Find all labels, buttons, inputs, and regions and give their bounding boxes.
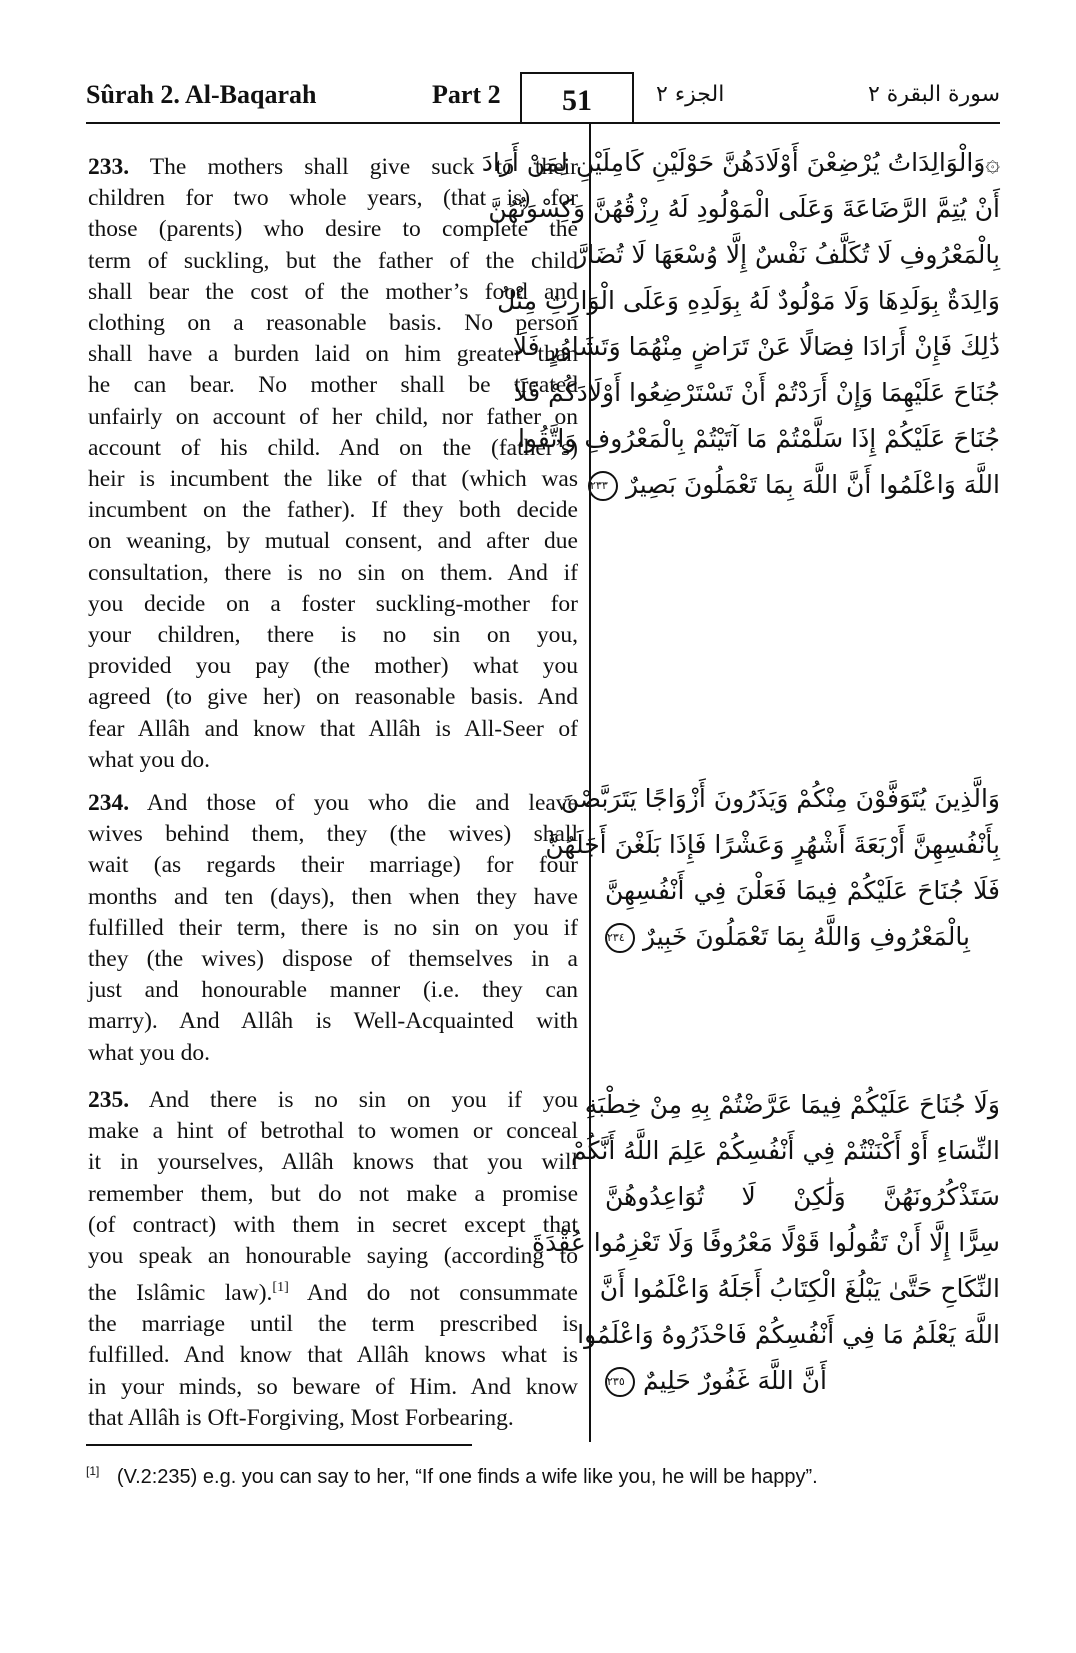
verse-line: fulfilled. And know that Allâh knows what is bbox=[88, 1342, 578, 1369]
ayah-number-marker: ٢٣٤ bbox=[605, 923, 635, 953]
verse-line: it in yourselves, Allâh knows that you will bbox=[88, 1149, 578, 1176]
arabic-line: أَنْ يُتِمَّ الرَّضَاعَةَ وَعَلَى الْمَوْلُودِ لَهُ رِزْقُهُنَّ وَكِسْوَتُهُنَّ bbox=[488, 194, 1000, 223]
verse-line: clothing on a reasonable basis. No person bbox=[88, 310, 578, 337]
verse-line: incumbent on the father). If they both decide bbox=[88, 497, 578, 524]
verse-line: children for two whole years, (that is) for bbox=[88, 185, 578, 212]
footnote-text: (V.2:235) e.g. you can say to her, “If one finds a wife like you, he will be happy”. bbox=[116, 1465, 818, 1488]
verse-line: unfairly on account of her child, nor father on bbox=[88, 403, 578, 430]
header-rule bbox=[86, 122, 1000, 124]
verse-233-arabic bbox=[481, 140, 1000, 508]
juz-label-arabic: الجزء ٢ bbox=[656, 82, 725, 107]
verse-line: months and ten (days), then when they have bbox=[88, 883, 578, 910]
page-number: 51 bbox=[520, 72, 634, 122]
arabic-line: بِأَنْفُسِهِنَّ أَرْبَعَةَ أَشْهُرٍ وَعَشْرًا فَإِذَا بَلَغْنَ أَجَلَهُنَّ bbox=[545, 830, 1000, 859]
verse-number: 235. bbox=[88, 1087, 130, 1113]
verse-line: wait (as regards their marriage) for four bbox=[88, 852, 578, 879]
verse-line: shall have a burden laid on him greater than bbox=[88, 341, 578, 368]
arabic-line: ۞وَالْوَالِدَاتُ يُرْضِعْنَ أَوْلَادَهُنَّ حَوْلَيْنِ كَامِلَيْنِ لِمَنْ أَرَادَ bbox=[481, 148, 1000, 177]
verse-line: agreed (to give her) on reasonable basis. And bbox=[88, 684, 578, 711]
verse-line: in your minds, so beware of Him. And know bbox=[88, 1373, 578, 1400]
verse-line: what you do. bbox=[88, 1039, 211, 1066]
arabic-line: ذَٰلِكَ فَإِنْ أَرَادَا فِصَالًا عَنْ تَرَاضٍ مِنْهُمَا وَتَشَاوُرٍ فَلَا bbox=[512, 332, 1000, 361]
arabic-line: وَالَّذِينَ يُتَوَفَّوْنَ مِنْكُمْ وَيَذَرُونَ أَزْوَاجًا يَتَرَبَّصْنَ bbox=[560, 784, 1000, 813]
verse-line: fulfilled their term, there is no sin on you if bbox=[88, 914, 578, 941]
footnote-rule bbox=[86, 1444, 472, 1446]
arabic-line: النِّكَاحِ حَتَّىٰ يَبْلُغَ الْكِتَابُ أَجَلَهُ وَاعْلَمُوا أَنَّ bbox=[599, 1274, 1000, 1303]
part-label: Part 2 bbox=[432, 80, 501, 109]
arabic-line: بِالْمَعْرُوفِ وَاللَّهُ بِمَا تَعْمَلُونَ خَبِيرٌ ٢٣٤ bbox=[607, 922, 970, 951]
verse-number: 233. bbox=[88, 154, 130, 180]
verse-line: marry). And Allâh is Well-Acquainted with bbox=[88, 1008, 578, 1035]
verse-line: they (the wives) dispose of themselves in a bbox=[88, 946, 578, 973]
verse-line: the marriage until the term prescribed is bbox=[88, 1311, 578, 1338]
verse-line: just and honourable manner (i.e. they can bbox=[88, 977, 578, 1004]
verse-235-arabic bbox=[532, 1082, 1000, 1404]
footnote-marker: [1] bbox=[86, 1464, 100, 1478]
verse-234-arabic bbox=[545, 776, 1000, 960]
arabic-line: جُنَاحَ عَلَيْهِمَا وَإِنْ أَرَدْتُمْ أَنْ تَسْتَرْضِعُوا أَوْلَادَكُمْ فَلَا bbox=[513, 378, 1000, 407]
surah-title-arabic: سورة البقرة ٢ bbox=[867, 82, 1000, 107]
verse-line: those (parents) who desire to complete the bbox=[88, 216, 578, 243]
verse-235-translation bbox=[88, 1085, 578, 1434]
arabic-line: بِالْمَعْرُوفِ لَا تُكَلَّفُ نَفْسٌ إِلَّا وُسْعَهَا لَا تُضَارَّ bbox=[575, 240, 1000, 269]
footnote bbox=[86, 1464, 818, 1489]
verse-line: what you do. bbox=[88, 746, 211, 773]
verse-line: 235. And there is no sin on you if you bbox=[88, 1087, 578, 1113]
verse-line: wives behind them, they (the wives) shall bbox=[88, 821, 578, 848]
verse-line: you decide on a foster suckling-mother for bbox=[88, 590, 578, 617]
verse-line: remember them, but do not make a promise bbox=[88, 1180, 578, 1207]
arabic-line: وَالِدَةٌ بِوَلَدِهَا وَلَا مَوْلُودٌ لَهُ بِوَلَدِهِ وَعَلَى الْوَارِثِ مِثْلُ bbox=[497, 286, 1000, 315]
arabic-line: وَلَا جُنَاحَ عَلَيْكُمْ فِيمَا عَرَّضْتُمْ بِهِ مِنْ خِطْبَةِ bbox=[584, 1090, 1000, 1119]
footnote-reference[interactable]: [1] bbox=[272, 1280, 289, 1296]
page-header bbox=[86, 72, 1000, 124]
verse-line: consultation, there is no sin on them. And if bbox=[88, 559, 578, 586]
verse-line: the Islâmic law).[1] And do not consummate bbox=[88, 1280, 578, 1307]
arabic-line: اللَّهَ وَاعْلَمُوا أَنَّ اللَّهَ بِمَا تَعْمَلُونَ بَصِيرٌ ٢٣٣ bbox=[590, 470, 1000, 499]
verse-234-translation bbox=[88, 788, 578, 1069]
verse-line: heir is incumbent the like of that (which was bbox=[88, 466, 578, 493]
verse-line: term of suckling, but the father of the child bbox=[88, 247, 578, 274]
verse-number: 234. bbox=[88, 790, 130, 816]
ayah-number-marker: ٢٣٣ bbox=[588, 471, 618, 501]
arabic-line: جُنَاحَ عَلَيْكُمْ إِذَا سَلَّمْتُمْ مَا آتَيْتُمْ بِالْمَعْرُوفِ وَاتَّقُوا bbox=[517, 424, 1000, 453]
verse-line: make a hint of betrothal to women or conceal bbox=[88, 1118, 578, 1145]
arabic-line: سَتَذْكُرُونَهُنَّ وَلَٰكِنْ لَا تُوَاعِدُوهُنَّ bbox=[605, 1182, 1000, 1211]
arabic-line: أَنَّ اللَّهَ غَفُورٌ حَلِيمٌ ٢٣٥ bbox=[607, 1366, 827, 1395]
verse-line: provided you pay (the mother) what you bbox=[88, 653, 578, 680]
arabic-line: اللَّهَ يَعْلَمُ مَا فِي أَنْفُسِكُمْ فَاحْذَرُوهُ وَاعْلَمُوا bbox=[577, 1320, 1000, 1349]
verse-line: your children, there is no sin on you, bbox=[88, 622, 578, 649]
verse-line: on weaning, by mutual consent, and after due bbox=[88, 528, 578, 555]
verse-233-translation bbox=[88, 152, 578, 776]
verse-line: shall bear the cost of the mother’s food and bbox=[88, 278, 578, 305]
verse-line: 234. And those of you who die and leave bbox=[88, 790, 578, 816]
verse-line: 233. The mothers shall give suck to their bbox=[88, 154, 578, 180]
arabic-line: سِرًّا إِلَّا أَنْ تَقُولُوا قَوْلًا مَعْرُوفًا وَلَا تَعْزِمُوا عُقْدَةَ bbox=[532, 1228, 1000, 1257]
verse-line: you speak an honourable saying (according to bbox=[88, 1243, 578, 1270]
ayah-number-marker: ٢٣٥ bbox=[605, 1367, 635, 1397]
verse-line: (of contract) with them in secret except that bbox=[88, 1211, 578, 1238]
verse-line: fear Allâh and know that Allâh is All-Seer of bbox=[88, 715, 578, 742]
verse-line: he can bear. No mother shall be treated bbox=[88, 372, 578, 399]
arabic-line: النِّسَاءِ أَوْ أَكْنَنْتُمْ فِي أَنْفُسِكُمْ عَلِمَ اللَّهُ أَنَّكُمْ bbox=[570, 1136, 1000, 1165]
surah-title: Sûrah 2. Al-Baqarah bbox=[86, 80, 317, 109]
verse-line: account of his child. And on the (father’s) bbox=[88, 434, 578, 461]
verse-line: that Allâh is Oft-Forgiving, Most Forbearing. bbox=[88, 1404, 514, 1431]
arabic-line: فَلَا جُنَاحَ عَلَيْكُمْ فِيمَا فَعَلْنَ فِي أَنْفُسِهِنَّ bbox=[605, 876, 1000, 905]
